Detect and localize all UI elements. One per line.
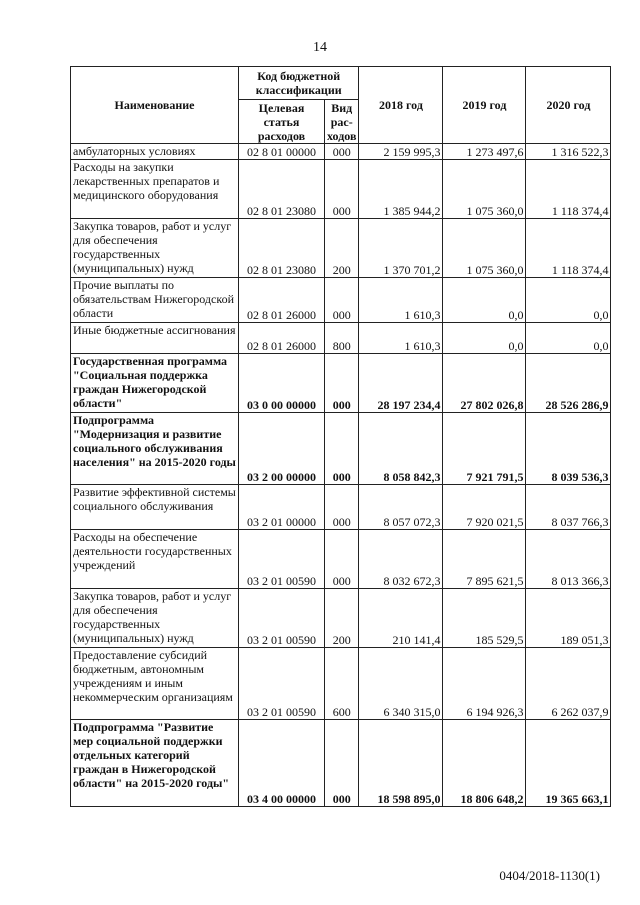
header-name: Наименование — [71, 67, 239, 144]
row-value-2018: 1 610,3 — [359, 278, 443, 323]
row-expense-type: 000 — [325, 530, 359, 589]
row-expense-type: 800 — [325, 323, 359, 354]
row-code: 03 2 01 00590 — [239, 589, 325, 648]
row-name: Закупка товаров, работ и услуг для обеспечения государственных (муниципальных) нужд — [71, 589, 239, 648]
row-name: Расходы на обеспечение деятельности государственных учреждений — [71, 530, 239, 589]
table-row — [71, 278, 611, 323]
row-code: 03 0 00 00000 — [239, 354, 325, 413]
row-value-2019: 1 075 360,0 — [443, 219, 526, 278]
header-2018: 2018 год — [359, 67, 443, 144]
row-value-2018: 1 610,3 — [359, 323, 443, 354]
row-name: Предоставление субсидий бюджетным, автономным учреждениям и иным некоммерческим организациям — [71, 648, 239, 720]
header-expense-type: Вид рас-ходов — [325, 100, 359, 144]
row-name: Развитие эффективной системы социального обслуживания — [71, 485, 239, 530]
row-code: 03 2 01 00000 — [239, 485, 325, 530]
row-name: Расходы на закупки лекарственных препаратов и медицинского оборудования — [71, 160, 239, 219]
row-name: Закупка товаров, работ и услуг для обеспечения государственных (муниципальных) нужд — [71, 219, 239, 278]
header-code-group: Код бюджетной классификации — [239, 67, 359, 100]
row-expense-type: 000 — [325, 160, 359, 219]
table-row — [71, 354, 611, 413]
row-expense-type: 600 — [325, 648, 359, 720]
row-value-2018: 28 197 234,4 — [359, 354, 443, 413]
row-value-2020: 28 526 286,9 — [526, 354, 611, 413]
table-body — [71, 144, 611, 807]
document-id-footer: 0404/2018-1130(1) — [499, 868, 600, 883]
row-code: 02 8 01 26000 — [239, 278, 325, 323]
table-row — [71, 648, 611, 720]
row-value-2019: 0,0 — [443, 278, 526, 323]
row-expense-type: 000 — [325, 485, 359, 530]
row-value-2020: 8 037 766,3 — [526, 485, 611, 530]
row-value-2020: 8 039 536,3 — [526, 413, 611, 485]
row-value-2019: 0,0 — [443, 323, 526, 354]
row-expense-type: 200 — [325, 219, 359, 278]
header-2020: 2020 год — [526, 67, 611, 144]
row-value-2019: 7 921 791,5 — [443, 413, 526, 485]
table-row — [71, 485, 611, 530]
row-code: 02 8 01 00000 — [239, 144, 325, 160]
row-value-2020: 6 262 037,9 — [526, 648, 611, 720]
row-code: 03 4 00 00000 — [239, 720, 325, 807]
row-value-2018: 1 370 701,2 — [359, 219, 443, 278]
row-value-2020: 189 051,3 — [526, 589, 611, 648]
header-target-article: Целевая статья расходов — [239, 100, 325, 144]
row-value-2018: 2 159 995,3 — [359, 144, 443, 160]
row-expense-type: 000 — [325, 720, 359, 807]
row-value-2019: 18 806 648,2 — [443, 720, 526, 807]
row-value-2020: 0,0 — [526, 278, 611, 323]
table-row — [71, 413, 611, 485]
table-row — [71, 160, 611, 219]
row-value-2018: 8 058 842,3 — [359, 413, 443, 485]
row-value-2020: 1 118 374,4 — [526, 160, 611, 219]
row-value-2020: 1 316 522,3 — [526, 144, 611, 160]
row-name: Государственная программа "Социальная поддержка граждан Нижегородской области" — [71, 354, 239, 413]
row-code: 03 2 00 00000 — [239, 413, 325, 485]
row-value-2019: 185 529,5 — [443, 589, 526, 648]
row-name: Прочие выплаты по обязательствам Нижегородской области — [71, 278, 239, 323]
row-value-2019: 27 802 026,8 — [443, 354, 526, 413]
row-name: амбулаторных условиях — [71, 144, 239, 160]
table-row — [71, 720, 611, 807]
row-value-2019: 1 075 360,0 — [443, 160, 526, 219]
budget-table — [70, 66, 611, 807]
row-value-2018: 8 057 072,3 — [359, 485, 443, 530]
header-2019: 2019 год — [443, 67, 526, 144]
row-value-2019: 6 194 926,3 — [443, 648, 526, 720]
row-value-2018: 6 340 315,0 — [359, 648, 443, 720]
row-code: 02 8 01 23080 — [239, 160, 325, 219]
row-name: Иные бюджетные ассигнования — [71, 323, 239, 354]
row-expense-type: 000 — [325, 413, 359, 485]
row-value-2020: 19 365 663,1 — [526, 720, 611, 807]
row-value-2019: 7 895 621,5 — [443, 530, 526, 589]
row-code: 03 2 01 00590 — [239, 530, 325, 589]
table-row — [71, 589, 611, 648]
row-value-2019: 1 273 497,6 — [443, 144, 526, 160]
row-expense-type: 200 — [325, 589, 359, 648]
row-name: Подпрограмма "Развитие мер социальной поддержки отдельных категорий граждан в Нижегородской области" на 2015-2020 годы" — [71, 720, 239, 807]
row-expense-type: 000 — [325, 278, 359, 323]
row-value-2020: 1 118 374,4 — [526, 219, 611, 278]
table-row — [71, 530, 611, 589]
row-expense-type: 000 — [325, 144, 359, 160]
page-number: 14 — [313, 40, 327, 55]
row-code: 03 2 01 00590 — [239, 648, 325, 720]
row-value-2018: 8 032 672,3 — [359, 530, 443, 589]
row-code: 02 8 01 23080 — [239, 219, 325, 278]
row-code: 02 8 01 26000 — [239, 323, 325, 354]
row-value-2020: 8 013 366,3 — [526, 530, 611, 589]
row-name: Подпрограмма "Модернизация и развитие социального обслуживания населения" на 2015-2020 годы — [71, 413, 239, 485]
table-row — [71, 323, 611, 354]
row-value-2018: 1 385 944,2 — [359, 160, 443, 219]
row-value-2019: 7 920 021,5 — [443, 485, 526, 530]
row-value-2018: 210 141,4 — [359, 589, 443, 648]
row-expense-type: 000 — [325, 354, 359, 413]
row-value-2020: 0,0 — [526, 323, 611, 354]
table-row — [71, 219, 611, 278]
table-row — [71, 144, 611, 160]
row-value-2018: 18 598 895,0 — [359, 720, 443, 807]
